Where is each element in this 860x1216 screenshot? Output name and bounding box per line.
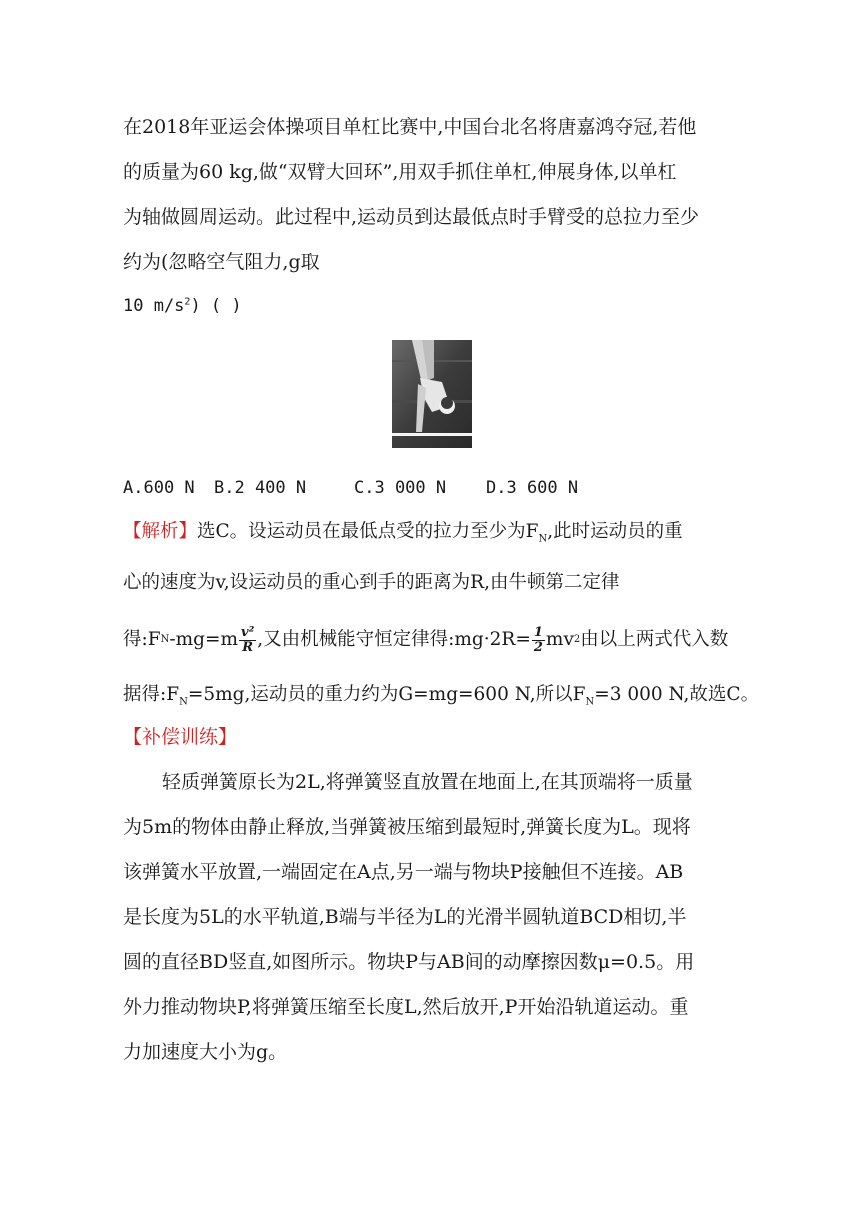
solution-line-2: 心的速度为v,设运动员的重心到手的距离为R,由牛顿第二定律 [123,572,620,593]
question-line-5: 10 $m/s^2$) ( ) [123,296,242,316]
training-tag: 【补偿训练】 [123,726,238,748]
training-line-5: 圆的直径BD竖直,如图所示。物块P与AB间的动摩擦因数μ=0.5。用 [123,951,695,973]
option-d: D.3 600 N [486,478,579,498]
question-line-2: 的质量为60 kg,做“双臂大回环”,用双手抓住单杠,伸展身体,以单杠 [123,161,677,183]
question-line-1: 在2018年亚运会体操项目单杠比赛中,中国台北名将唐嘉鸿夺冠,若他 [123,116,697,138]
training-line-3: 该弹簧水平放置,一端固定在A点,另一端与物块P接触但不连接。AB [123,861,684,883]
training-line-1: 轻质弹簧原长为2L,将弹簧竖直放置在地面上,在其顶端将一质量 [162,771,693,793]
solution-line-3: 得:F N -mg=m $\frac{\text{v²}}{R}$ ,又由机械能守恒定律得:mg·2R= $\frac{1}{2}$ mv 2 由以上两式代入数 [123,624,729,655]
gymnast-photo [392,340,472,448]
training-line-4: 是长度为5L的水平轨道,B端与半径为L的光滑半圆轨道BCD相切,半 [123,906,687,928]
option-a: A.600 N [123,478,195,498]
solution-line-1: 【解析】选C。设运动员在最低点受的拉力至少为$F_N$,此时运动员的重 [123,521,683,545]
training-line-7: 力加速度大小为g。 [123,1041,288,1063]
fraction-one-half: $\frac{1}{2}$ [533,624,543,655]
solution-line-4: 据得$:F_N=5mg$,运动员的重力约为G=mg=600 N,所以$F_N=3$ 000 N,故选C。 [123,684,760,708]
fraction-v2-over-r: $\frac{\text{v²}}{R}$ [241,624,255,655]
option-b: B.2 400 N [214,478,307,498]
training-line-6: 外力推动物块P,将弹簧压缩至长度L,然后放开,P开始沿轨道运动。重 [123,996,689,1018]
training-line-2: 为5m的物体由静止释放,当弹簧被压缩到最短时,弹簧长度为L。现将 [123,816,691,838]
question-line-3: 为轴做圆周运动。此过程中,运动员到达最低点时手臂受的总拉力至少 [123,206,700,228]
solution-tag: 【解析】 [123,521,198,542]
question-line-4: 约为(忽略空气阻力,g取 [123,251,320,273]
option-c: C.3 000 N [354,478,447,498]
